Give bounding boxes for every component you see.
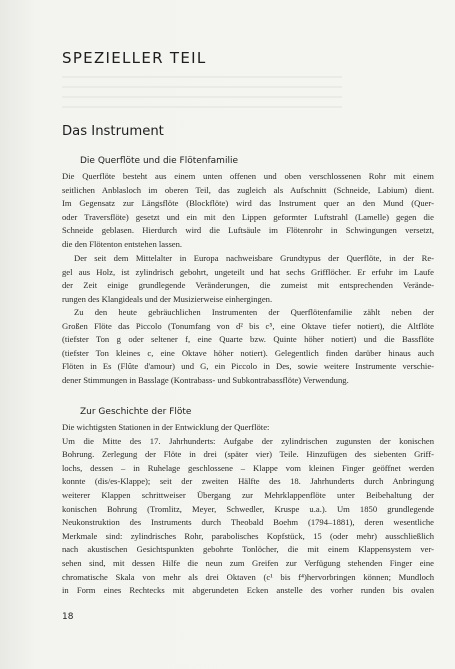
chapter-title: SPEZIELLER TEIL xyxy=(62,49,207,67)
text-line: konnte (dis/es-Klappe); seit der zweiten Hälfte des 18. Jahrhunderts durch Anbringung xyxy=(62,476,434,487)
text-line: Um die Mitte des 17. Jahrhunderts: Aufgabe der zylindrischen zugunsten der konischen xyxy=(62,435,434,446)
bleed-through-text xyxy=(62,76,342,116)
text-line: Neukonstruktion des Instruments durch Theobald Boehm (1794–1881), deren wesentliche xyxy=(62,517,434,528)
paragraph-development xyxy=(62,421,434,598)
text-line: weiterer Klappen schrittweiser Übergang zur Mehrklappenflöte unter Beibehaltung der xyxy=(62,489,434,500)
text-line: konischen Bohrung (Tromlitz, Meyer, Schwedler, Kruspe u.a.). Um 1850 grundlegende xyxy=(62,503,434,514)
text-line: Flöten in Es (Flûte d'amour) und G, ein Piccolo in Des, sowie weitere Instrumente verschie- xyxy=(62,361,434,372)
paragraph-flute-family xyxy=(62,306,434,388)
section-title: Das Instrument xyxy=(62,124,164,139)
paragraph-definition xyxy=(62,170,434,252)
text-line: Die wichtigsten Stationen in der Entwicklung der Querflöte: xyxy=(62,422,270,432)
text-line: in Form eines Rechtecks mit abgerundeten Ecken anstelle des vorher runden bis ovalen xyxy=(62,585,434,596)
text-line: chromatische Skala von mehr als drei Oktaven (c¹ bis f⁴)hervorbringen können; Mundloch xyxy=(62,571,434,582)
text-line: seitlichen Anblasloch im oberen Teil, das zugleich als Aufschnitt (Schneide, Labium) dient. xyxy=(62,184,434,195)
text-line: Bohrung. Zerlegung der Flöte in drei (später vier) Teile. Hinzufügen des siebenten Griff- xyxy=(62,449,434,460)
text-line: lochs, dessen – in Ruhelage geschlossene – Klappe vom kleinen Finger geöffnet werden xyxy=(62,462,434,473)
text-line: oder Traversflöte) gesetzt und ein mit den Lippen geformter Luftstrahl (Lamelle) gegen die xyxy=(62,211,434,222)
text-line: der Zeit einige grundlegende Veränderungen, die zumeist mit entsprechenden Verände- xyxy=(62,280,434,291)
text-line: (tiefster Ton g oder seltener f, eine Quarte bzw. Quinte höher notiert) und die Bassflöte xyxy=(62,334,434,345)
subsection-title-flute-family: Die Querflöte und die Flötenfamilie xyxy=(80,156,238,166)
text-line: dener Stimmungen in Basslage (Kontrabass- und Subkontrabassflöte) Verwendung. xyxy=(62,374,349,385)
text-line: gel aus Holz, ist zylindrisch gebohrt, ungeteilt und hat sechs Grifflöcher. Er erfuhr im Laufe xyxy=(62,266,434,277)
text-line: Zu den heute gebräuchlichen Instrumenten der Querflötenfamilie zählt neben der xyxy=(74,307,434,317)
text-line: rungen des Klangideals und der Musizierweise einhergingen. xyxy=(62,293,273,304)
text-line: (tiefster Ton kleines c, eine Oktave höher notiert). Gelegentlich finden darüber hinaus auch xyxy=(62,347,434,358)
text-line: Die Querflöte besteht aus einem unten offenen und oben verschlossenen Rohr mit einem xyxy=(62,171,434,181)
text-line: Im Gegensatz zur Längsflöte (Blockflöte) wird das Instrument quer an den Mund (Quer- xyxy=(62,198,434,209)
text-line: nach akustischen Gesichtspunkten gebohrte Tonlöcher, die mit einem Klappensystem ver- xyxy=(62,544,434,555)
page-number: 18 xyxy=(62,612,74,622)
subsection-title-history: Zur Geschichte der Flöte xyxy=(80,407,192,417)
text-line: Großen Flöte das Piccolo (Tonumfang von d² bis c⁵, eine Oktave tiefer notiert), die Altflöte xyxy=(62,320,434,331)
text-line: sehen sind, mit dessen Hilfe die neun zum Greifen zur Verfügung stehenden Finger eine xyxy=(62,557,434,568)
text-line: Schneide geblasen. Hierdurch wird die Luftsäule im Flötenrohr in Schwingungen versetzt, xyxy=(62,225,434,236)
text-line: Merkmale sind: zylindrisches Rohr, parabolisches Kopfstück, 15 (oder mehr) ausschließlich xyxy=(62,530,434,541)
paragraph-history-type xyxy=(62,252,434,306)
text-line: die den Flötenton entstehen lassen. xyxy=(62,238,183,249)
text-line: Der seit dem Mittelalter in Europa nachweisbare Grundtypus der Querflöte, in der Re- xyxy=(74,253,434,263)
